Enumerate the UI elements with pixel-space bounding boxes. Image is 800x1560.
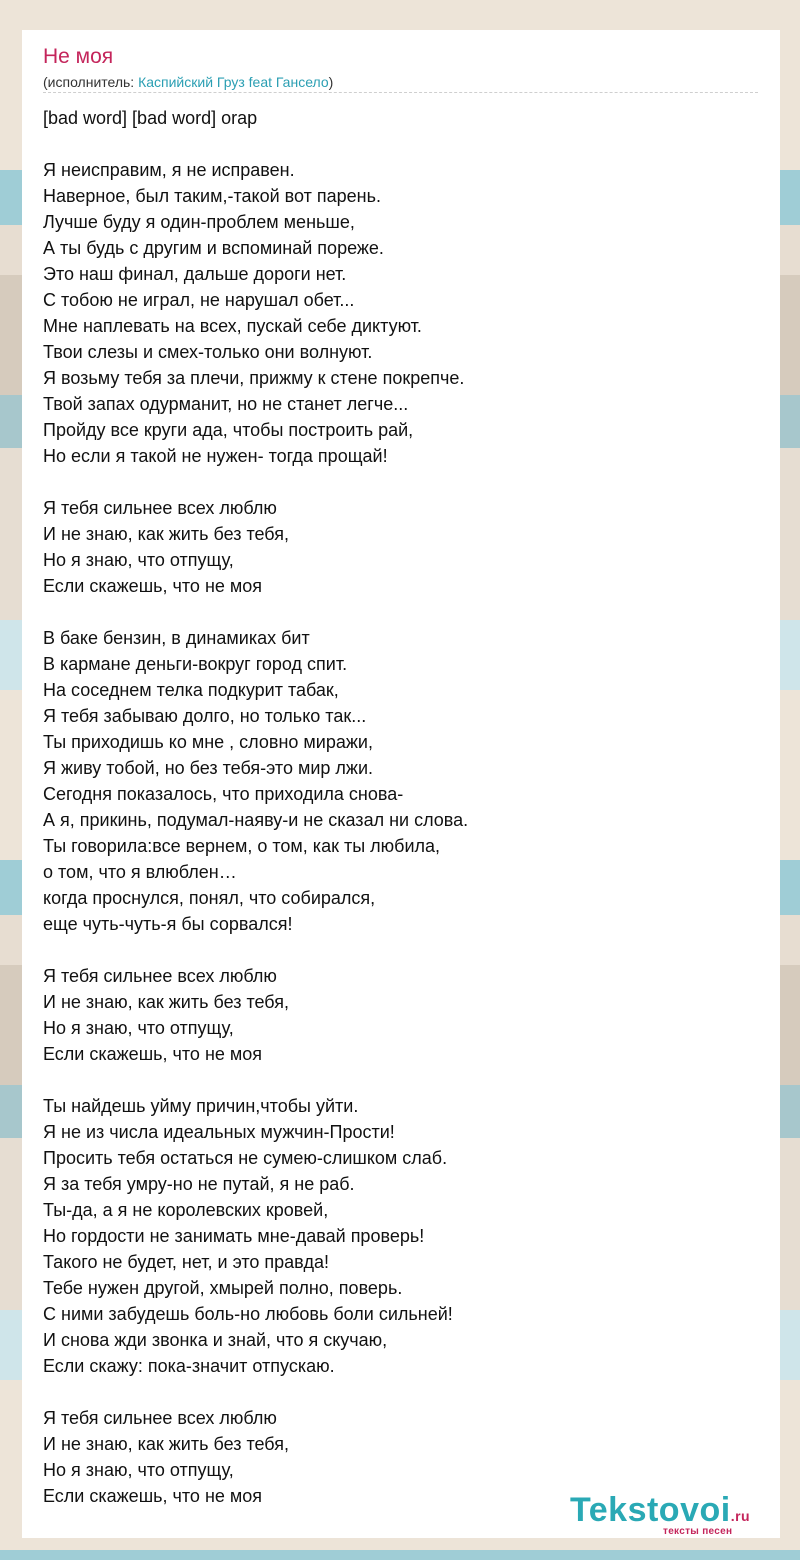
logo-name: Tekstovoi [570,1491,731,1529]
logo-tld: .ru [730,1508,751,1524]
artist-suffix: ) [328,74,334,90]
artist-line [43,73,333,91]
artist-link[interactable]: Каспийский Груз feat Гансело [138,74,329,90]
logo-tagline: тексты песен [663,1526,733,1537]
site-logo[interactable] [570,1491,780,1537]
lyrics-card [22,30,780,1538]
lyrics-text: [bad word] [bad word] orap Я неисправим, я не исправен. Наверное, был таким,-такой вот парень. Лучше буду я один-проблем меньше, А ты будь с другим и вспоминай пореже. Это наш финал, дальше дороги нет. С тобою не играл, не нарушал обет... Мне наплевать на всех, пускай себе диктуют. Твои слезы и смех-только они волнуют. Я возьму тебя за плечи, прижму к стене покрепче. Твой запах одурманит, но не станет легче... Пройду все круги ада, чтобы построить рай, Но если я такой не нужен- тогда прощай! Я тебя сильнее всех люблю И не знаю, как жить без тебя, Но я знаю, что отпущу, Если скажешь, что не моя В баке бензин, в динамиках бит В кармане деньги-вокруг город спит. На соседнем телка подкурит табак, Я тебя забываю долго, но только так... Ты приходишь ко мне , словно миражи, Я живу тобой, но без тебя-это мир лжи. Сегодня показалось, что приходила снова- А я, прикинь, подумал-наяву-и не сказал ни слова. Ты говорила:все вернем, о том, как ты любила, о том, что я влюблен… когда проснулся, понял, что собирался, еще чуть-чуть-я бы сорвался! Я тебя сильнее всех люблю И не знаю, как жить без тебя, Но я знаю, что отпущу, Если скажешь, что не моя Ты найдешь уйму причин,чтобы уйти. Я не из числа идеальных мужчин-Прости! Просить тебя остаться не сумею-слишком слаб. Я за тебя умру-но не путай, я не раб. Ты-да, а я не королевских кровей, Но гордости не занимать мне-давай проверь! Такого не будет, нет, и это правда! Тебе нужен другой, хмырей полно, поверь. С ними забудешь боль-но любовь боли сильней! И снова жди звонка и знай, что я скучаю, Если скажу: пока-значит отпускаю. Я тебя сильнее всех люблю И не знаю, как жить без тебя, Но я знаю, что отпущу, Если скажешь, что не моя [43,108,469,1506]
song-title: Не моя [43,45,114,68]
divider [43,92,758,93]
artist-prefix: (исполнитель: [43,74,139,90]
